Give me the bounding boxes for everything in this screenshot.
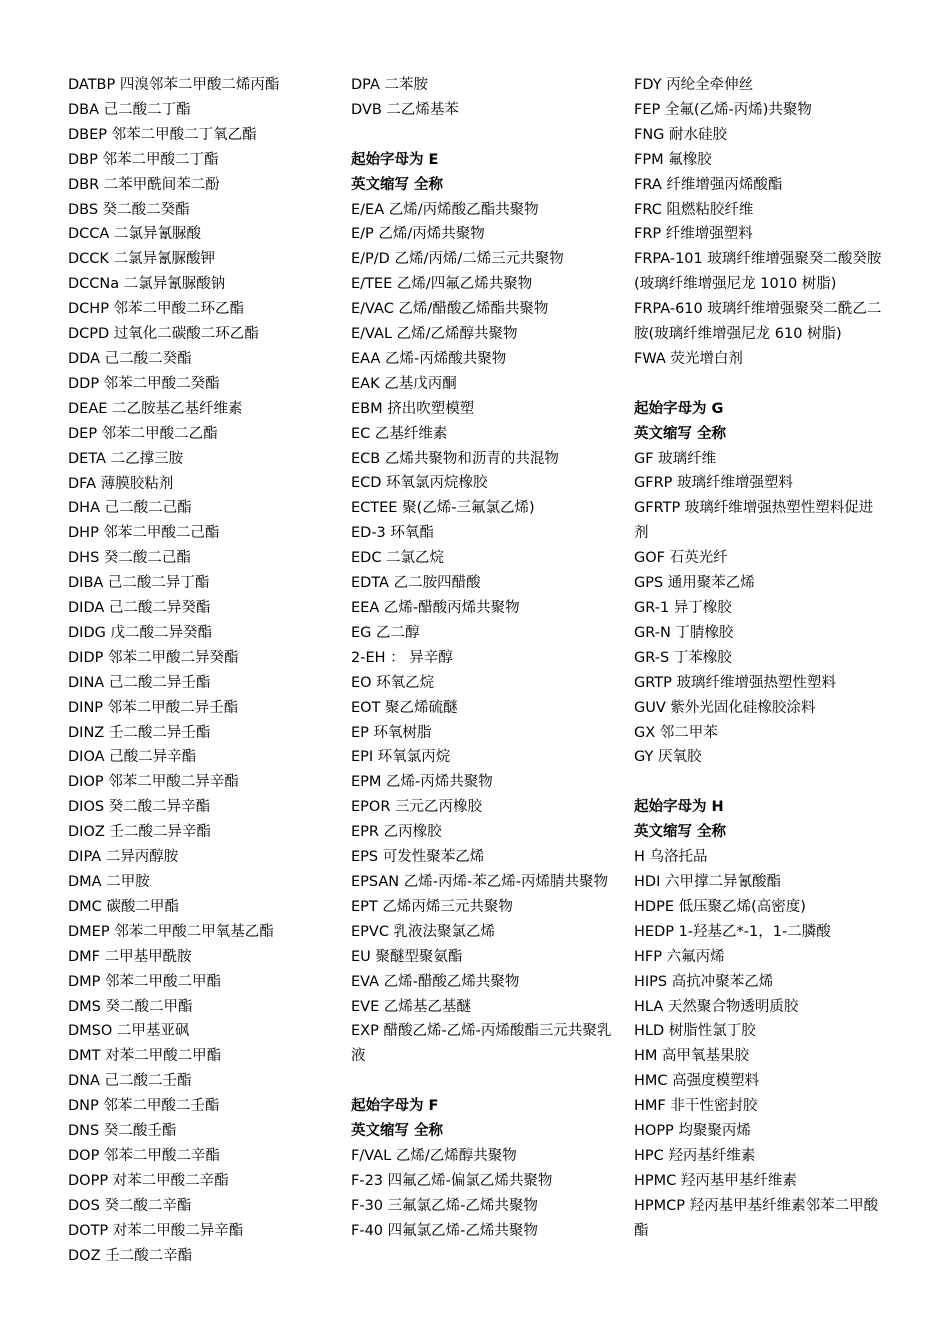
- abbreviation-entry: F-40 四氟氯乙烯-乙烯共聚物: [351, 1222, 538, 1239]
- abbreviation-entry: EPOR 三元乙丙橡胶: [351, 799, 483, 816]
- abbreviation-entry: EEA 乙烯-醋酸丙烯共聚物: [351, 600, 520, 617]
- abbreviation-entry: GX 邻二甲苯: [634, 724, 718, 741]
- abbreviation-entry: HDPE 低压聚乙烯(高密度): [634, 898, 806, 915]
- abbreviation-entry: DBEP 邻苯二甲酸二丁氧乙酯: [68, 126, 257, 143]
- abbreviation-entry: E/TEE 乙烯/四氟乙烯共聚物: [351, 276, 533, 293]
- abbreviation-entry: GFRP 玻璃纤维增强塑料: [634, 475, 794, 492]
- abbreviation-entry: EDTA 乙二胺四醋酸: [351, 575, 481, 592]
- column-1: [68, 73, 330, 1269]
- abbreviation-entry: GFRTP 玻璃纤维增强热塑性塑料促进剂: [634, 500, 874, 542]
- abbreviation-entry: DMS 癸二酸二甲酯: [68, 998, 193, 1015]
- abbreviation-entry: DIPA 二异丙醇胺: [68, 849, 179, 866]
- abbreviation-entry: DBS 癸二酸二癸酯: [68, 201, 190, 218]
- abbreviation-entry: DCPD 过氧化二碳酸二环乙酯: [68, 326, 259, 343]
- abbreviation-entry: EBM 挤出吹塑模塑: [351, 400, 475, 417]
- abbreviation-entry: EPS 可发性聚苯乙烯: [351, 849, 485, 866]
- abbreviation-entry: HPC 羟丙基纤维素: [634, 1147, 756, 1164]
- section-gap: [351, 123, 613, 148]
- abbreviation-entry: DBA 己二酸二丁酯: [68, 101, 191, 118]
- abbreviation-entry: DMC 碳酸二甲酯: [68, 898, 179, 915]
- abbreviation-entry: EPM 乙烯-丙烯共聚物: [351, 774, 493, 791]
- abbreviation-entry: GRTP 玻璃纤维增强热塑性塑料: [634, 674, 836, 691]
- abbreviation-entry: DBR 二苯甲酰间苯二酚: [68, 176, 220, 193]
- abbreviation-entry: GOF 石英光纤: [634, 550, 728, 567]
- abbreviation-entry: HEDP 1-羟基乙*-1，1-二膦酸: [634, 923, 831, 940]
- abbreviation-entry: EPSAN 乙烯-丙烯-苯乙烯-丙烯腈共聚物: [351, 873, 608, 890]
- abbreviation-entry: EPR 乙丙橡胶: [351, 824, 442, 841]
- abbreviation-entry: FWA 荧光增白剂: [634, 350, 743, 367]
- abbreviation-entry: DBP 邻苯二甲酸二丁酯: [68, 151, 219, 168]
- abbreviation-entry: H 乌洛托品: [634, 849, 708, 866]
- abbreviation-entry: F-23 四氟乙烯-偏氯乙烯共聚物: [351, 1172, 553, 1189]
- abbreviation-entry: EVE 乙烯基乙基醚: [351, 998, 471, 1015]
- abbreviation-entry: DMA 二甲胺: [68, 874, 150, 890]
- section-heading: 起始字母为 G: [634, 400, 724, 417]
- abbreviation-entry: ED-3 环氧酯: [351, 525, 434, 542]
- abbreviation-entry: FRPA-101 玻璃纤维增强聚癸二酸癸胺(玻璃纤维增强尼龙 1010 树脂): [634, 251, 882, 293]
- column-3: [634, 73, 884, 1244]
- abbreviation-entry: DHP 邻苯二甲酸二己酯: [68, 525, 220, 542]
- abbreviation-entry: DINZ 壬二酸二异壬酯: [68, 724, 211, 741]
- abbreviation-entry: EU 聚醚型聚氨酯: [351, 948, 463, 965]
- abbreviation-entry: EG 乙二醇: [351, 624, 420, 641]
- abbreviation-entry: DDA 己二酸二癸酯: [68, 350, 192, 367]
- abbreviation-entry: DIDA 己二酸二异癸酯: [68, 600, 211, 617]
- abbreviation-entry: EVA 乙烯-醋酸乙烯共聚物: [351, 973, 520, 990]
- abbreviation-entry: E/EA 乙烯/丙烯酸乙酯共聚物: [351, 201, 539, 218]
- abbreviation-entry: DOPP 对苯二甲酸二辛酯: [68, 1172, 229, 1189]
- abbreviation-entry: EXP 醋酸乙烯-乙烯-丙烯酸酯三元共聚乳液: [351, 1023, 612, 1065]
- abbreviation-entry: DFA 薄膜胶粘剂: [68, 475, 174, 492]
- abbreviation-entry: HPMC 羟丙基甲基纤维素: [634, 1172, 797, 1189]
- abbreviation-entry: HOPP 均聚聚丙烯: [634, 1123, 751, 1140]
- abbreviation-entry: E/P/D 乙烯/丙烯/二烯三元共聚物: [351, 251, 564, 268]
- abbreviation-entry: DHA 己二酸二己酯: [68, 500, 192, 517]
- abbreviation-entry: DEP 邻苯二甲酸二乙酯: [68, 425, 218, 442]
- abbreviation-entry: EAA 乙烯-丙烯酸共聚物: [351, 350, 507, 367]
- abbreviation-entry: FNG 耐水硅胶: [634, 126, 728, 143]
- abbreviation-entry: EPVC 乳液法聚氯乙烯: [351, 923, 496, 940]
- abbreviation-entry: ECTEE 聚(乙烯-三氟氯乙烯): [351, 500, 535, 517]
- abbreviation-entry: HDI 六甲撑二异氰酸酯: [634, 873, 781, 890]
- column-header-row: 英文缩写 全称: [351, 1123, 444, 1140]
- abbreviation-entry: DOTP 对苯二甲酸二异辛酯: [68, 1222, 244, 1239]
- abbreviation-entry: DIOA 己酸二异辛酯: [68, 749, 197, 766]
- abbreviation-entry: F-30 三氟氯乙烯-乙烯共聚物: [351, 1197, 538, 1214]
- abbreviation-entry: DMT 对苯二甲酸二甲酯: [68, 1048, 222, 1065]
- abbreviation-entry: DHS 癸二酸二己酯: [68, 550, 191, 567]
- abbreviation-entry: DATBP 四溴邻苯二甲酸二烯丙酯: [68, 77, 280, 93]
- abbreviation-entry: EC 乙基纤维素: [351, 425, 448, 442]
- abbreviation-entry: DPA 二苯胺: [351, 77, 429, 93]
- abbreviation-entry: EPT 乙烯丙烯三元共聚物: [351, 898, 513, 915]
- abbreviation-entry: DVB 二乙烯基苯: [351, 101, 459, 118]
- abbreviation-entry: HMF 非干性密封胶: [634, 1098, 758, 1115]
- abbreviation-entry: HFP 六氟丙烯: [634, 948, 725, 965]
- abbreviation-entry: FRC 阻燃粘胶纤维: [634, 201, 754, 218]
- abbreviation-entry: DIDG 戊二酸二异癸酯: [68, 624, 212, 641]
- abbreviation-entry: GR-1 异丁橡胶: [634, 600, 732, 617]
- abbreviation-entry: DCCNa 二氯异氰脲酸钠: [68, 276, 226, 293]
- section-gap: [634, 372, 884, 397]
- section-heading: 起始字母为 H: [634, 799, 724, 816]
- abbreviation-entry: FRPA-610 玻璃纤维增强聚癸二酰乙二胺(玻璃纤维增强尼龙 610 树脂): [634, 301, 882, 343]
- abbreviation-entry: DDP 邻苯二甲酸二癸酯: [68, 375, 220, 392]
- abbreviation-entry: HLD 树脂性氯丁胶: [634, 1023, 756, 1040]
- abbreviation-entry: F/VAL 乙烯/乙烯醇共聚物: [351, 1147, 517, 1164]
- abbreviation-entry: DINA 己二酸二异壬酯: [68, 674, 211, 691]
- section-gap: [634, 770, 884, 795]
- abbreviation-entry: DIOZ 壬二酸二异辛酯: [68, 824, 211, 841]
- abbreviation-entry: HMC 高强度模塑料: [634, 1073, 760, 1090]
- abbreviation-entry: HM 高甲氧基果胶: [634, 1048, 750, 1065]
- column-header-row: 英文缩写 全称: [634, 824, 727, 841]
- abbreviation-entry: DMP 邻苯二甲酸二甲酯: [68, 973, 222, 990]
- abbreviation-entry: DIDP 邻苯二甲酸二异癸酯: [68, 649, 239, 666]
- abbreviation-entry: HPMCP 羟丙基甲基纤维素邻苯二甲酸酯: [634, 1197, 879, 1239]
- abbreviation-entry: FRA 纤维增强丙烯酸酯: [634, 176, 783, 193]
- abbreviation-entry: DINP 邻苯二甲酸二异壬酯: [68, 699, 239, 716]
- abbreviation-entry: EDC 二氯乙烷: [351, 550, 445, 567]
- abbreviation-entry: DCCA 二氯异氰脲酸: [68, 226, 201, 243]
- abbreviation-entry: DOS 癸二酸二辛酯: [68, 1197, 192, 1214]
- abbreviation-entry: FRP 纤维增强塑料: [634, 226, 753, 243]
- abbreviation-entry: 2-EH ： 异辛醇: [351, 649, 453, 666]
- abbreviation-entry: EO 环氧乙烷: [351, 674, 435, 691]
- abbreviation-entry: DIOS 癸二酸二异辛酯: [68, 799, 211, 816]
- abbreviation-entry: E/P 乙烯/丙烯共聚物: [351, 226, 485, 243]
- abbreviation-entry: GR-N 丁腈橡胶: [634, 624, 734, 641]
- abbreviation-entry: GY 厌氧胶: [634, 749, 702, 766]
- abbreviation-entry: DNA 己二酸二壬酯: [68, 1073, 192, 1090]
- abbreviation-entry: EAK 乙基戊丙酮: [351, 375, 457, 392]
- abbreviation-entry: DCCK 二氯异氰脲酸钾: [68, 251, 216, 268]
- abbreviation-entry: DNS 癸二酸壬酯: [68, 1123, 177, 1140]
- abbreviation-entry: DIOP 邻苯二甲酸二异辛酯: [68, 774, 239, 791]
- abbreviation-entry: FDY 丙纶全牵伸丝: [634, 77, 754, 93]
- abbreviation-entry: ECD 环氧氯丙烷橡胶: [351, 475, 488, 492]
- abbreviation-entry: DMEP 邻苯二甲酸二甲氧基乙酯: [68, 923, 274, 940]
- abbreviation-entry: DOP 邻苯二甲酸二辛酯: [68, 1147, 220, 1164]
- abbreviation-entry: E/VAC 乙烯/醋酸乙烯酯共聚物: [351, 301, 549, 318]
- column-header-row: 英文缩写 全称: [634, 425, 727, 442]
- abbreviation-entry: DNP 邻苯二甲酸二壬酯: [68, 1098, 220, 1115]
- abbreviation-entry: EP 环氧树脂: [351, 724, 432, 741]
- section-heading: 起始字母为 E: [351, 151, 439, 168]
- section-gap: [351, 1069, 613, 1094]
- abbreviation-entry: GF 玻璃纤维: [634, 450, 717, 467]
- abbreviation-entry: EOT 聚乙烯硫醚: [351, 699, 458, 716]
- abbreviation-entry: GUV 紫外光固化硅橡胶涂料: [634, 699, 816, 716]
- column-2: [351, 73, 613, 1244]
- abbreviation-entry: FEP 全氟(乙烯-丙烯)共聚物: [634, 101, 812, 118]
- abbreviation-entry: ECB 乙烯共聚物和沥青的共混物: [351, 450, 559, 467]
- abbreviation-entry: GR-S 丁苯橡胶: [634, 649, 732, 666]
- abbreviation-entry: GPS 通用聚苯乙烯: [634, 575, 755, 592]
- abbreviation-entry: E/VAL 乙烯/乙烯醇共聚物: [351, 326, 518, 343]
- abbreviation-entry: EPI 环氧氯丙烷: [351, 749, 451, 766]
- abbreviation-entry: DEAE 二乙胺基乙基纤维素: [68, 400, 243, 417]
- abbreviation-entry: DMSO 二甲基亚砜: [68, 1023, 190, 1040]
- column-header-row: 英文缩写 全称: [351, 176, 444, 193]
- abbreviation-entry: DETA 二乙撑三胺: [68, 450, 184, 467]
- abbreviation-entry: HLA 天然聚合物透明质胶: [634, 998, 799, 1015]
- section-heading: 起始字母为 F: [351, 1098, 439, 1115]
- abbreviation-entry: DMF 二甲基甲酰胺: [68, 948, 192, 965]
- abbreviation-entry: DCHP 邻苯二甲酸二环乙酯: [68, 301, 245, 318]
- abbreviation-entry: DIBA 己二酸二异丁酯: [68, 575, 210, 592]
- abbreviation-entry: DOZ 壬二酸二辛酯: [68, 1247, 193, 1264]
- abbreviation-entry: HIPS 高抗冲聚苯乙烯: [634, 973, 774, 990]
- abbreviation-entry: FPM 氟橡胶: [634, 151, 712, 168]
